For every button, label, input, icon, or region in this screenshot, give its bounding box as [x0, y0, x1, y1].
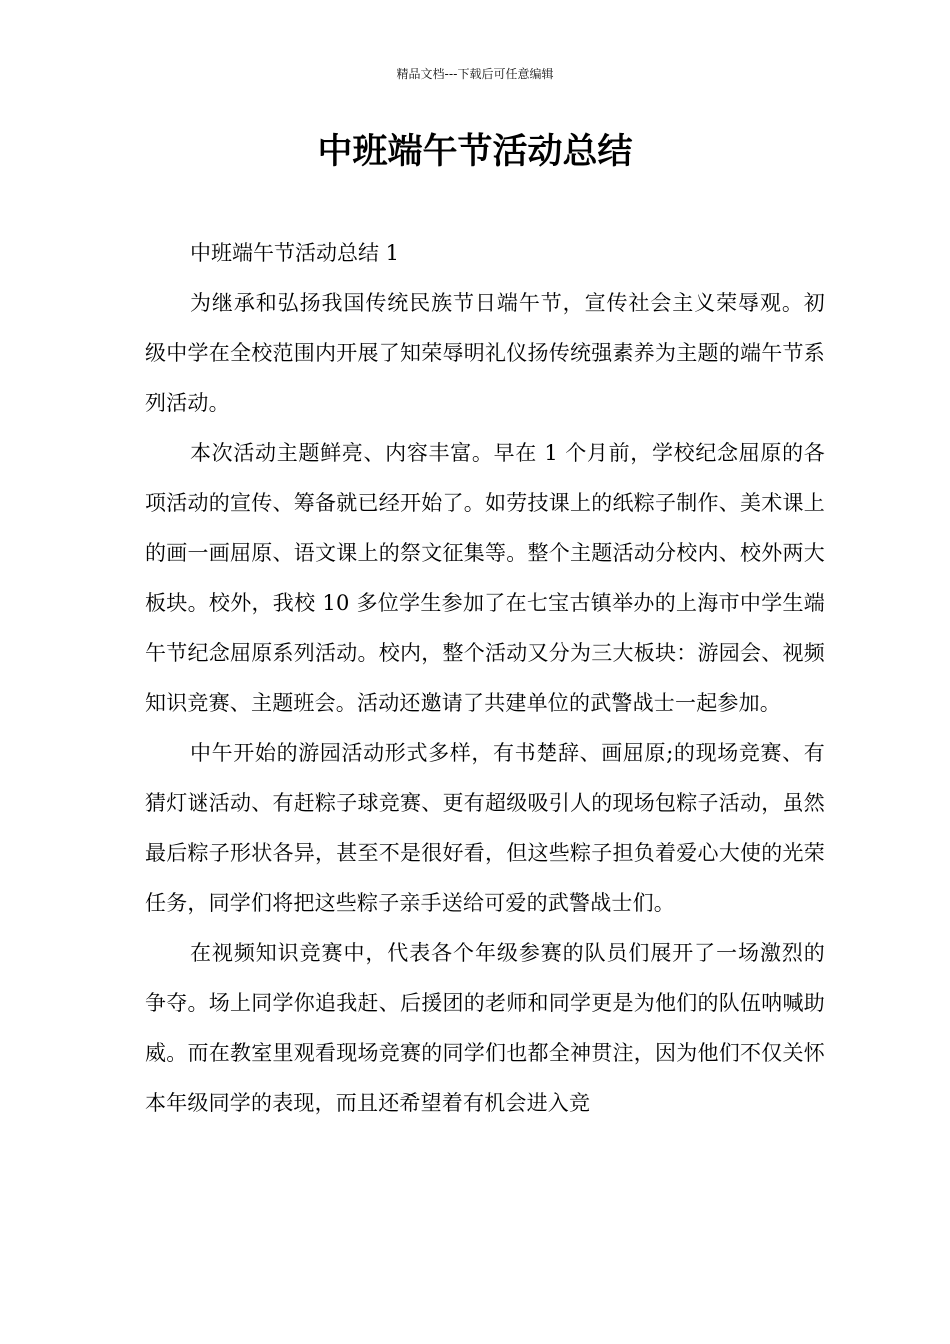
- paragraph-2: 本次活动主题鲜亮、内容丰富。早在 1 个月前，学校纪念屈原的各项活动的宣传、筹备就已经开始了。如劳技课上的纸粽子制作、美术课上的画一画屈原、语文课上的祭文征集等。整个主题活动分校内、校外两大板块。校外，我校 10 多位学生参加了在七宝古镇举办的上海市中学生端午节纪念屈原系列活动。校内，整个活动又分为三大板块：游园会、视频知识竞赛、主题班会。活动还邀请了共建单位的武警战士一起参加。: [145, 441, 825, 715]
- document-title: 中班端午节活动总结: [317, 132, 633, 172]
- paragraph-4: 在视频知识竞赛中，代表各个年级参赛的队员们展开了一场激烈的争夺。场上同学你追我赶、后援团的老师和同学更是为他们的队伍呐喊助威。而在教室里观看现场竞赛的同学们也都全神贯注，因为他们不仅关怀本年级同学的表现，而且还希望着有机会进入竞: [145, 941, 825, 1115]
- page-header-note: 精品文档---下载后可任意编辑: [396, 67, 554, 81]
- section-heading: 中班端午节活动总结 1: [190, 241, 400, 265]
- paragraph-3: 中午开始的游园活动形式多样，有书楚辞、画屈原;的现场竞赛、有猜灯谜活动、有赶粽子球竞赛、更有超级吸引人的现场包粽子活动，虽然最后粽子形状各异，甚至不是很好看，但这些粽子担负着爱心大使的光荣任务，同学们将把这些粽子亲手送给可爱的武警战士们。: [145, 741, 825, 915]
- document-body: [145, 228, 825, 1128]
- paragraph-1: 为继承和弘扬我国传统民族节日端午节，宣传社会主义荣辱观。初级中学在全校范围内开展了知荣辱明礼仪扬传统强素养为主题的端午节系列活动。: [145, 291, 825, 415]
